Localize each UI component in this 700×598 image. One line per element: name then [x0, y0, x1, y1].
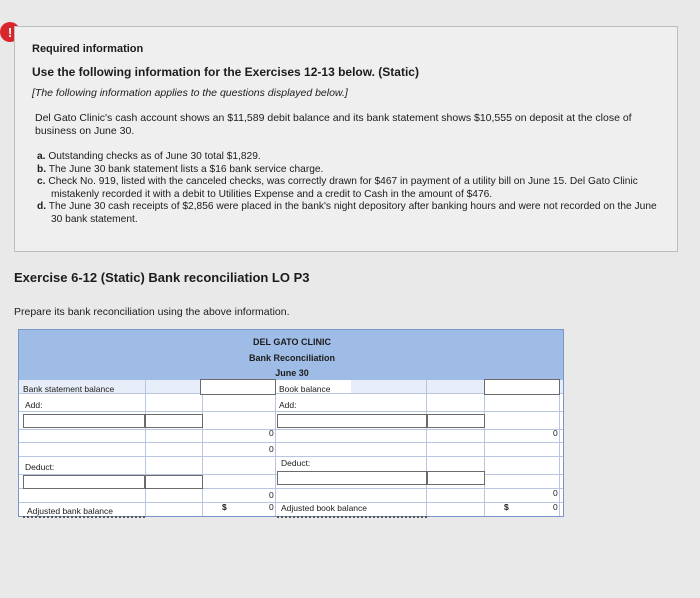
use-following-heading: Use the following information for the Exercises 12-13 below. (Static) [32, 65, 419, 79]
book-add-label: Add: [279, 400, 297, 410]
list-item: d. The June 30 cash receipts of $2,856 were placed in the bank's night depository after banking hours and were not recorded on the June 30 bank statement. [37, 201, 657, 225]
book-balance-label: Book balance [279, 384, 331, 394]
book-adjusted-value: 0 [269, 502, 274, 512]
exercise-title: Exercise 6-12 (Static) Bank reconciliation LO P3 [14, 270, 310, 285]
bank-deduct-description-input[interactable] [23, 475, 145, 489]
company-name: DEL GATO CLINIC [252, 337, 331, 347]
bank-add-label: Add: [25, 400, 43, 410]
list-item: b. The June 30 bank statement lists a $16 bank service charge. [37, 163, 324, 175]
bank-deduct-label: Deduct: [25, 462, 55, 472]
scenario-paragraph: Del Gato Clinic's cash account shows an $11,589 debit balance and its bank statement shows $10,555 on deposit at the close of business on June 30. [35, 112, 632, 137]
book-balance-input[interactable] [484, 379, 560, 395]
book-deduct-description-input[interactable] [277, 471, 427, 485]
bank-currency-symbol: $ [222, 502, 227, 512]
book-add-description-input[interactable] [277, 414, 427, 428]
book-deduct-amount-input[interactable] [427, 471, 485, 485]
book-adjusted-total: 0 [553, 502, 558, 512]
bank-deduct-amount-input[interactable] [145, 475, 203, 489]
adjusted-bank-balance-label: Adjusted bank balance [27, 506, 114, 516]
bank-deduct-total: 0 [269, 490, 274, 500]
adjusted-book-balance-label: Adjusted book balance [281, 503, 368, 513]
scenario-items [37, 151, 657, 226]
report-title: Bank Reconciliation [248, 353, 336, 363]
required-information-panel [14, 26, 678, 252]
book-add-total: 0 [553, 428, 558, 438]
book-currency-symbol: $ [504, 502, 509, 512]
bank-add-amount-input[interactable] [145, 414, 203, 428]
alert-icon: ! [0, 22, 20, 42]
book-deduct-total: 0 [553, 488, 558, 498]
required-information-title: Required information [32, 43, 144, 55]
report-date: June 30 [275, 368, 309, 378]
book-deduct-label: Deduct: [281, 458, 311, 468]
bank-statement-balance-input[interactable] [200, 379, 276, 395]
bank-reconciliation-table [18, 329, 564, 517]
list-item: a. Outstanding checks as of June 30 total $1,829. [37, 151, 261, 162]
bank-add-description-input[interactable] [23, 414, 145, 428]
bank-add-total: 0 [269, 428, 274, 438]
bank-statement-balance-label: Bank statement balance [23, 384, 115, 394]
list-item: c. Check No. 919, listed with the canceled checks, was correctly drawn for $467 in payment of a utility bill on June 15. Del Gato Clinic mistakenly recorded it with a debit to Utilities Expense and a credit to Cash in the amount of $476. [37, 176, 638, 200]
book-add-amount-input[interactable] [427, 414, 485, 428]
applies-note: [The following information applies to the questions displayed below.] [32, 87, 348, 99]
exercise-prompt: Prepare its bank reconciliation using the above information. [14, 306, 290, 318]
bank-deduct-subtotal: 0 [269, 444, 274, 454]
